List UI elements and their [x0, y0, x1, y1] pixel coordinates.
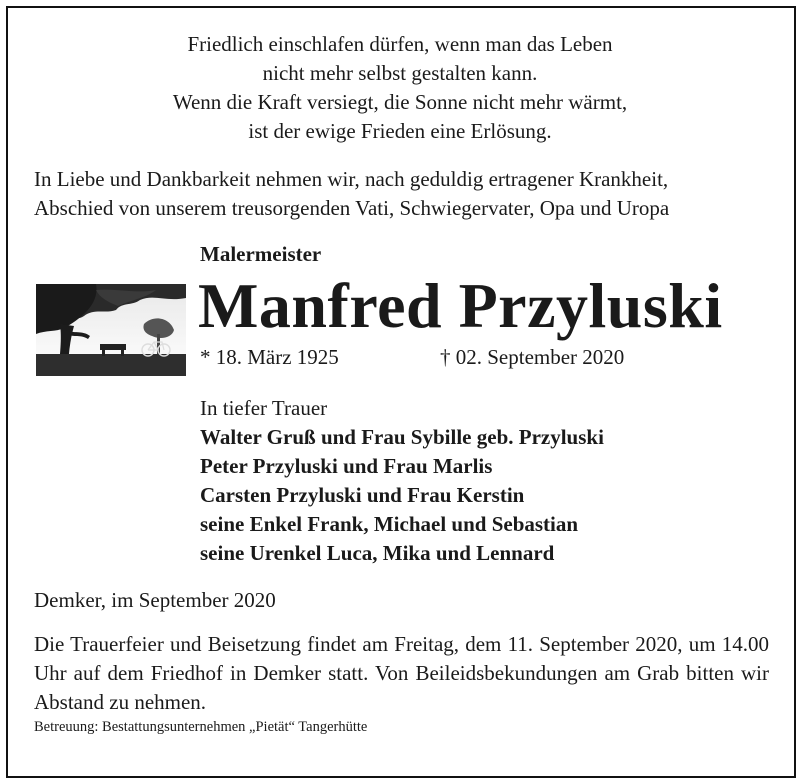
tree-photo	[36, 284, 186, 376]
profession: Malermeister	[200, 242, 322, 266]
intro-line: Abschied von unserem treusorgenden Vati, Schwiegervater, Opa und Uropa	[34, 196, 670, 220]
intro-line: In Liebe und Dankbarkeit nehmen wir, nach geduldig ertragener Krankheit,	[34, 167, 669, 191]
mourner-line: seine Urenkel Luca, Mika und Lennard	[200, 541, 555, 565]
intro-text	[34, 165, 774, 223]
poem-line: ist der ewige Frieden eine Erlösung.	[248, 119, 552, 143]
poem-line: nicht mehr selbst gestalten kann.	[262, 61, 538, 85]
birth-date: * 18. März 1925	[200, 345, 339, 369]
poem-line: Friedlich einschlafen dürfen, wenn man das Leben	[187, 32, 613, 56]
deceased-name: Manfred Przyluski	[198, 270, 723, 341]
mourners-intro: In tiefer Trauer	[200, 396, 328, 420]
ceremony-info: Die Trauerfeier und Beisetzung findet am Freitag, dem 11. September 2020, um 14.00 Uhr auf dem Friedhof in Demker statt. Von Beileidsbekundungen am Grab bitten wir Abstand zu nehmen.	[34, 632, 769, 714]
mourner-line: seine Enkel Frank, Michael und Sebastian	[200, 512, 579, 536]
poem	[0, 30, 800, 146]
mourners-list	[200, 423, 604, 568]
mourner-line: Walter Gruß und Frau Sybille geb. Przyluski	[200, 425, 604, 449]
mourner-line: Peter Przyluski und Frau Marlis	[200, 454, 493, 478]
mourner-line: Carsten Przyluski und Frau Kerstin	[200, 483, 525, 507]
poem-line: Wenn die Kraft versiegt, die Sonne nicht mehr wärmt,	[172, 90, 628, 114]
funeral-home-credit: Betreuung: Bestattungsunternehmen „Pietät“ Tangerhütte	[34, 719, 368, 735]
place-date: Demker, im September 2020	[34, 588, 276, 612]
death-date: † 02. September 2020	[440, 345, 625, 369]
